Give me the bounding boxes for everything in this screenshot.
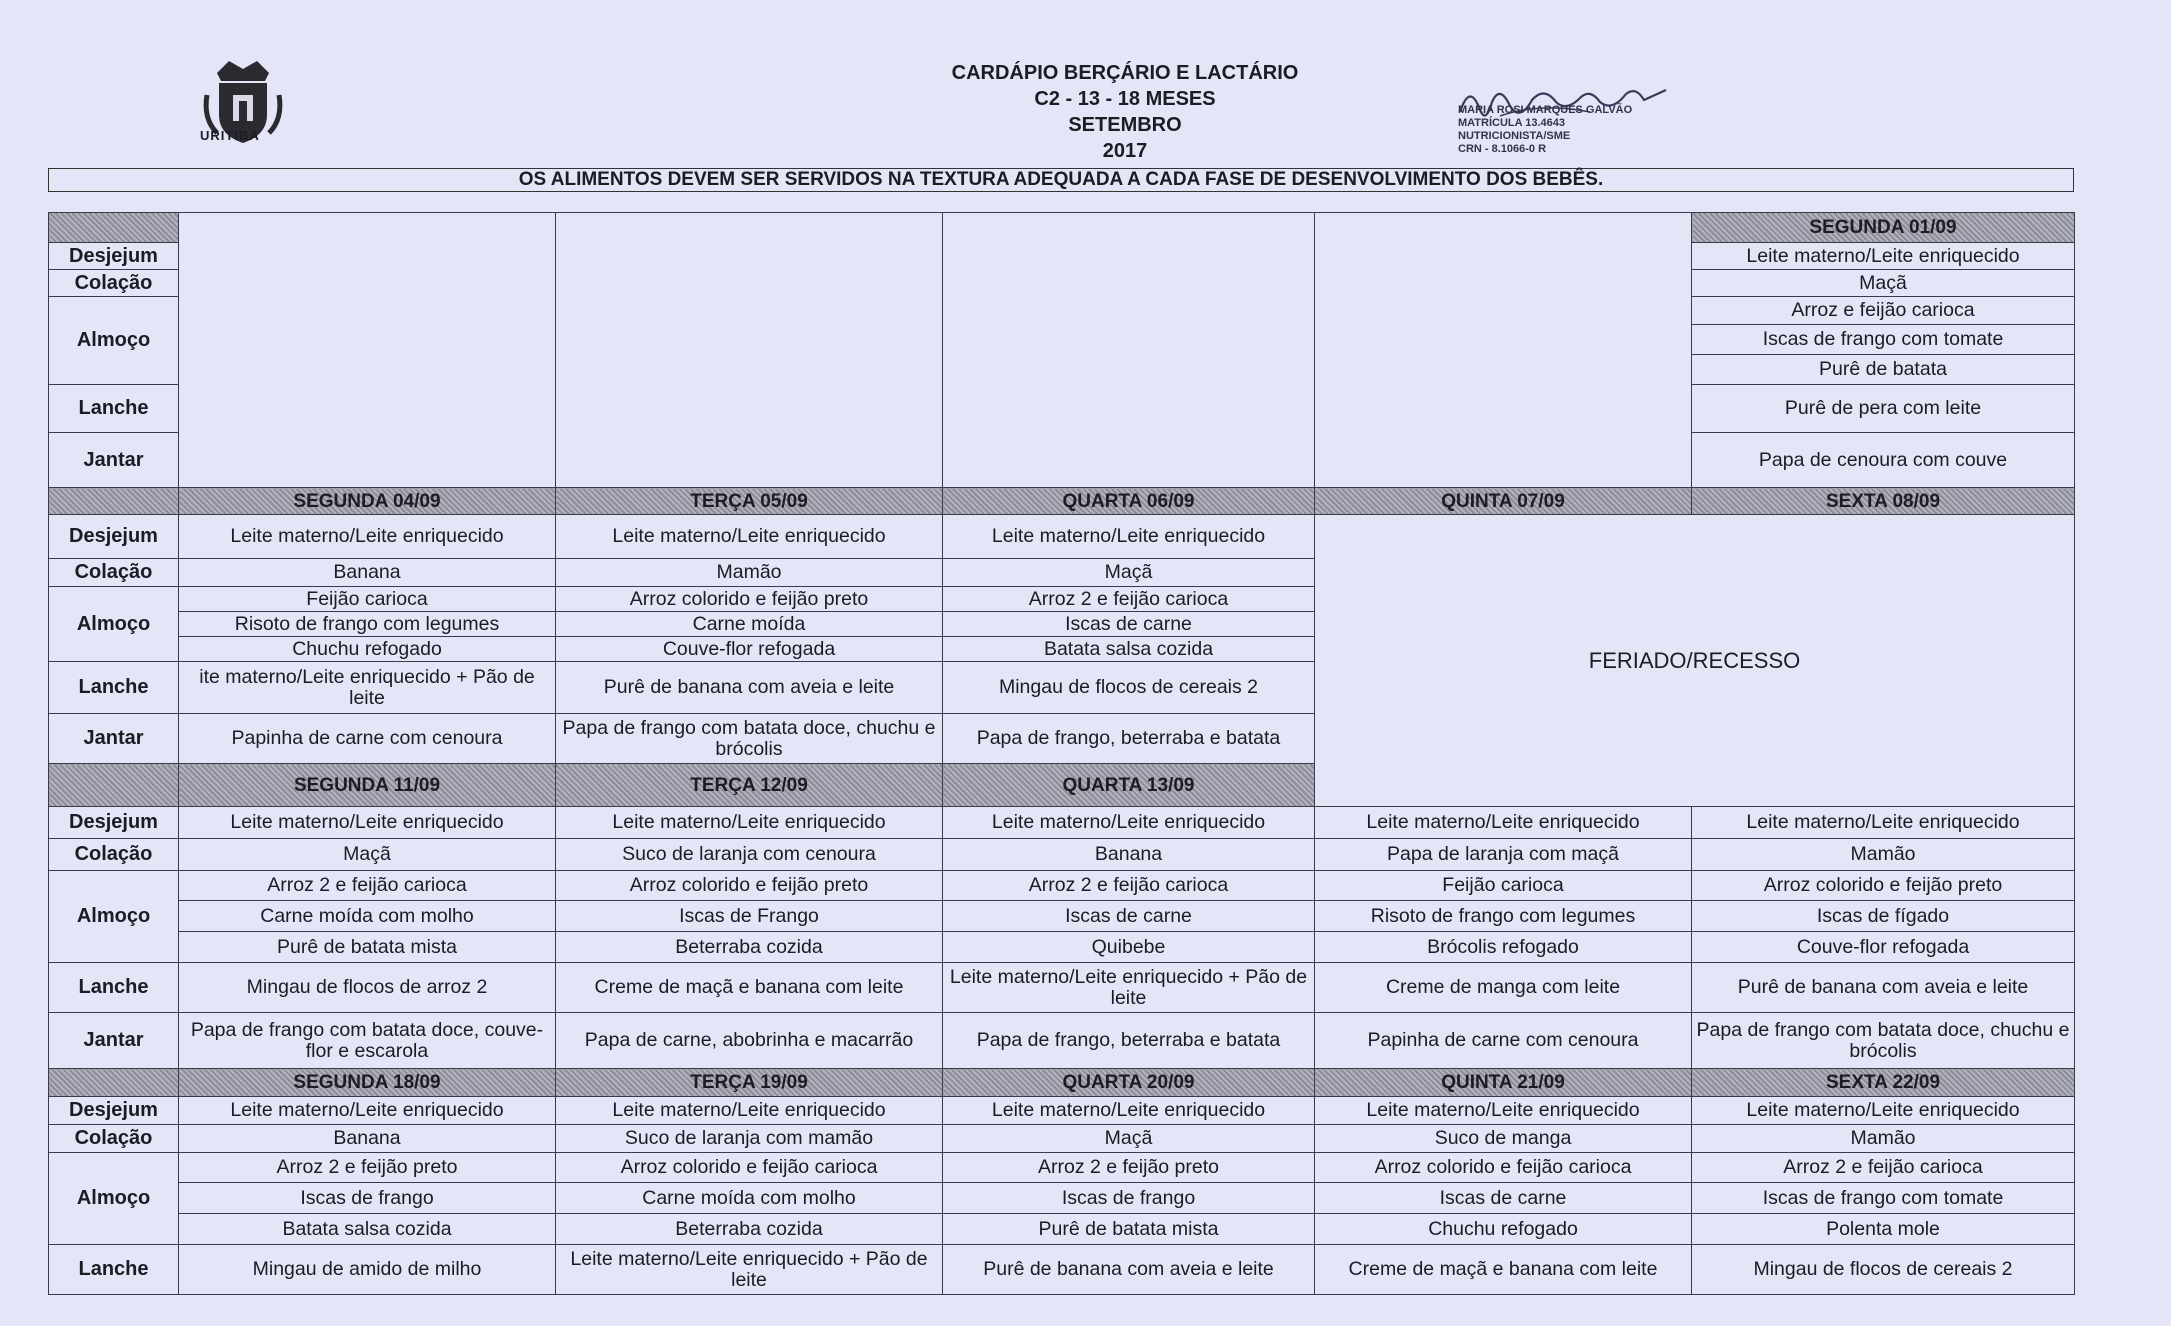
menu-cell: Suco de laranja com cenoura	[556, 839, 943, 871]
menu-cell: Risoto de frango com legumes	[179, 612, 556, 637]
stamp-line: CRN - 8.1066-0 R	[1458, 143, 1547, 155]
meal-label: Almoço	[49, 297, 179, 385]
day-header: SEGUNDA 01/09	[1692, 213, 2075, 243]
meal-label: Colação	[49, 270, 179, 297]
menu-cell: Banana	[179, 1125, 556, 1153]
menu-cell: ite materno/Leite enriquecido + Pão de leite	[179, 662, 556, 714]
menu-cell: Arroz colorido e feijão preto	[556, 871, 943, 901]
menu-cell: Iscas de carne	[943, 612, 1315, 637]
menu-cell: Purê de pera com leite	[1692, 385, 2075, 433]
menu-cell: Papinha de carne com cenoura	[1315, 1013, 1692, 1069]
day-header: QUARTA 13/09	[943, 764, 1315, 807]
menu-cell: Papa de cenoura com couve	[1692, 433, 2075, 488]
menu-cell: Leite materno/Leite enriquecido	[943, 515, 1315, 559]
menu-cell: Arroz e feijão carioca	[1692, 297, 2075, 325]
week1-header-row	[49, 213, 2075, 243]
holiday-cell: FERIADO/RECESSO	[1315, 515, 2075, 807]
menu-cell: Leite materno/Leite enriquecido	[1315, 1097, 1692, 1125]
menu-cell: Arroz colorido e feijão carioca	[1315, 1153, 1692, 1183]
menu-cell: Mingau de amido de milho	[179, 1245, 556, 1295]
menu-cell: Carne moída com molho	[556, 1183, 943, 1214]
menu-cell: Maçã	[943, 1125, 1315, 1153]
menu-cell: Arroz 2 e feijão preto	[943, 1153, 1315, 1183]
header-label-cell	[49, 213, 179, 243]
meal-label: Jantar	[49, 1013, 179, 1069]
meal-row-jantar	[49, 1013, 2075, 1069]
menu-cell: Leite materno/Leite enriquecido	[1315, 807, 1692, 839]
day-header: TERÇA 05/09	[556, 488, 943, 515]
meal-row-almoco-3	[49, 932, 2075, 963]
menu-cell: Purê de batata	[1692, 355, 2075, 385]
menu-cell: Creme de manga com leite	[1315, 963, 1692, 1013]
header-label-cell	[49, 488, 179, 515]
title-line: CARDÁPIO BERÇÁRIO E LACTÁRIO	[951, 62, 1299, 84]
meal-row-lanche	[49, 1245, 2075, 1295]
menu-cell: Arroz colorido e feijão carioca	[556, 1153, 943, 1183]
menu-cell: Leite materno/Leite enriquecido	[556, 1097, 943, 1125]
meal-row-almoco	[49, 1153, 2075, 1183]
menu-cell: Purê de batata mista	[179, 932, 556, 963]
title-line: 2017	[1102, 140, 1148, 162]
menu-cell: Iscas de Frango	[556, 901, 943, 932]
menu-cell: Arroz 2 e feijão carioca	[943, 587, 1315, 612]
menu-cell: Iscas de carne	[1315, 1183, 1692, 1214]
week2-header-row	[49, 488, 2075, 515]
menu-cell: Mamão	[556, 559, 943, 587]
menu-cell: Iscas de frango	[179, 1183, 556, 1214]
meal-label: Desjejum	[49, 1097, 179, 1125]
meal-label: Lanche	[49, 385, 179, 433]
menu-cell: Arroz 2 e feijão carioca	[179, 871, 556, 901]
menu-cell: Couve-flor refogada	[556, 637, 943, 662]
menu-cell: Papa de frango, beterraba e batata	[943, 714, 1315, 764]
meal-row-almoco-2	[49, 901, 2075, 932]
logo-text: URITIBA	[200, 128, 260, 143]
empty-day-cell	[179, 213, 556, 488]
meal-label: Jantar	[49, 714, 179, 764]
menu-cell: Risoto de frango com legumes	[1315, 901, 1692, 932]
title-line: SETEMBRO	[1068, 114, 1182, 136]
document-title	[850, 60, 1400, 164]
day-header: SEGUNDA 18/09	[179, 1069, 556, 1097]
menu-table	[48, 212, 2075, 1295]
menu-cell: Leite materno/Leite enriquecido	[1692, 243, 2075, 270]
week4-header-row	[49, 1069, 2075, 1097]
meal-label: Colação	[49, 1125, 179, 1153]
menu-cell: Leite materno/Leite enriquecido	[179, 515, 556, 559]
menu-cell: Feijão carioca	[179, 587, 556, 612]
menu-cell: Leite materno/Leite enriquecido	[1692, 1097, 2075, 1125]
menu-cell: Creme de maçã e banana com leite	[1315, 1245, 1692, 1295]
meal-row-colacao	[49, 1125, 2075, 1153]
menu-cell: Iscas de fígado	[1692, 901, 2075, 932]
menu-cell: Banana	[943, 839, 1315, 871]
menu-cell: Mingau de flocos de cereais 2	[1692, 1245, 2075, 1295]
menu-cell: Beterraba cozida	[556, 932, 943, 963]
meal-label: Jantar	[49, 433, 179, 488]
menu-cell: Mingau de flocos de cereais 2	[943, 662, 1315, 714]
empty-day-cell	[556, 213, 943, 488]
menu-cell: Leite materno/Leite enriquecido	[943, 807, 1315, 839]
menu-cell: Papinha de carne com cenoura	[179, 714, 556, 764]
menu-cell: Mamão	[1692, 839, 2075, 871]
menu-cell: Feijão carioca	[1315, 871, 1692, 901]
menu-cell: Papa de frango com batata doce, couve-flor e escarola	[179, 1013, 556, 1069]
menu-cell: Batata salsa cozida	[943, 637, 1315, 662]
menu-cell: Polenta mole	[1692, 1214, 2075, 1245]
menu-cell: Iscas de frango com tomate	[1692, 1183, 2075, 1214]
empty-day-cell	[1315, 213, 1692, 488]
menu-cell: Leite materno/Leite enriquecido	[556, 807, 943, 839]
meal-row-lanche	[49, 963, 2075, 1013]
day-header: SEXTA 22/09	[1692, 1069, 2075, 1097]
meal-label: Almoço	[49, 871, 179, 963]
meal-label: Lanche	[49, 1245, 179, 1295]
header-label-cell	[49, 1069, 179, 1097]
meal-label: Colação	[49, 559, 179, 587]
meal-label: Desjejum	[49, 807, 179, 839]
menu-cell: Leite materno/Leite enriquecido	[179, 1097, 556, 1125]
menu-cell: Carne moída	[556, 612, 943, 637]
menu-cell: Leite materno/Leite enriquecido	[556, 515, 943, 559]
meal-label: Almoço	[49, 587, 179, 662]
meal-row-desjejum	[49, 1097, 2075, 1125]
menu-cell: Iscas de frango	[943, 1183, 1315, 1214]
menu-cell: Mingau de flocos de arroz 2	[179, 963, 556, 1013]
menu-cell: Creme de maçã e banana com leite	[556, 963, 943, 1013]
menu-cell: Batata salsa cozida	[179, 1214, 556, 1245]
day-header: TERÇA 12/09	[556, 764, 943, 807]
texture-notice-banner: OS ALIMENTOS DEVEM SER SERVIDOS NA TEXTURA ADEQUADA A CADA FASE DE DESENVOLVIMENTO DOS BEBÊS.	[48, 168, 2074, 192]
meal-row-colacao	[49, 839, 2075, 871]
menu-cell: Purê de banana com aveia e leite	[556, 662, 943, 714]
menu-cell: Banana	[179, 559, 556, 587]
menu-cell: Arroz colorido e feijão preto	[1692, 871, 2075, 901]
menu-cell: Leite materno/Leite enriquecido + Pão de leite	[943, 963, 1315, 1013]
menu-cell: Maçã	[179, 839, 556, 871]
menu-cell: Purê de banana com aveia e leite	[943, 1245, 1315, 1295]
menu-cell: Papa de frango com batata doce, chuchu e brócolis	[1692, 1013, 2075, 1069]
menu-cell: Beterraba cozida	[556, 1214, 943, 1245]
menu-cell: Purê de batata mista	[943, 1214, 1315, 1245]
menu-cell: Chuchu refogado	[179, 637, 556, 662]
menu-cell: Maçã	[943, 559, 1315, 587]
day-header: QUINTA 21/09	[1315, 1069, 1692, 1097]
day-header: QUARTA 06/09	[943, 488, 1315, 515]
menu-cell: Carne moída com molho	[179, 901, 556, 932]
meal-label: Almoço	[49, 1153, 179, 1245]
title-line: C2 - 13 - 18 MESES	[1034, 88, 1216, 110]
day-header: TERÇA 19/09	[556, 1069, 943, 1097]
meal-row-desjejum	[49, 515, 2075, 559]
day-header: SEGUNDA 11/09	[179, 764, 556, 807]
stamp-line: MATRÍCULA 13.4643	[1458, 117, 1565, 129]
menu-cell: Arroz 2 e feijão carioca	[943, 871, 1315, 901]
menu-cell: Papa de frango com batata doce, chuchu e brócolis	[556, 714, 943, 764]
stamp-line: NUTRICIONISTA/SME	[1458, 130, 1571, 142]
menu-cell: Leite materno/Leite enriquecido	[179, 807, 556, 839]
day-header: SEXTA 08/09	[1692, 488, 2075, 515]
menu-cell: Suco de laranja com mamão	[556, 1125, 943, 1153]
menu-cell: Maçã	[1692, 270, 2075, 297]
menu-cell: Suco de manga	[1315, 1125, 1692, 1153]
header-label-cell	[49, 764, 179, 807]
stamp-line: MARIA ROSI MARQUES GALVÃO	[1458, 104, 1633, 116]
menu-cell: Arroz 2 e feijão carioca	[1692, 1153, 2075, 1183]
nutritionist-stamp	[1458, 104, 1632, 156]
meal-row-almoco-3	[49, 1214, 2075, 1245]
meal-row-almoco-2	[49, 1183, 2075, 1214]
meal-label: Colação	[49, 839, 179, 871]
meal-label: Lanche	[49, 662, 179, 714]
menu-cell: Leite materno/Leite enriquecido	[943, 1097, 1315, 1125]
day-header: QUARTA 20/09	[943, 1069, 1315, 1097]
day-header: SEGUNDA 04/09	[179, 488, 556, 515]
meal-row-almoco	[49, 871, 2075, 901]
menu-cell: Papa de carne, abobrinha e macarrão	[556, 1013, 943, 1069]
menu-cell: Mamão	[1692, 1125, 2075, 1153]
meal-label: Desjejum	[49, 243, 179, 270]
menu-cell: Couve-flor refogada	[1692, 932, 2075, 963]
menu-cell: Purê de banana com aveia e leite	[1692, 963, 2075, 1013]
menu-cell: Arroz colorido e feijão preto	[556, 587, 943, 612]
menu-cell: Brócolis refogado	[1315, 932, 1692, 963]
menu-cell: Iscas de carne	[943, 901, 1315, 932]
empty-day-cell	[943, 213, 1315, 488]
menu-cell: Leite materno/Leite enriquecido	[1692, 807, 2075, 839]
menu-cell: Leite materno/Leite enriquecido + Pão de leite	[556, 1245, 943, 1295]
meal-label: Desjejum	[49, 515, 179, 559]
meal-label: Lanche	[49, 963, 179, 1013]
menu-cell: Iscas de frango com tomate	[1692, 325, 2075, 355]
day-header: QUINTA 07/09	[1315, 488, 1692, 515]
menu-cell: Arroz 2 e feijão preto	[179, 1153, 556, 1183]
meal-row-desjejum	[49, 807, 2075, 839]
menu-cell: Papa de laranja com maçã	[1315, 839, 1692, 871]
menu-cell: Papa de frango, beterraba e batata	[943, 1013, 1315, 1069]
menu-cell: Quibebe	[943, 932, 1315, 963]
menu-cell: Chuchu refogado	[1315, 1214, 1692, 1245]
